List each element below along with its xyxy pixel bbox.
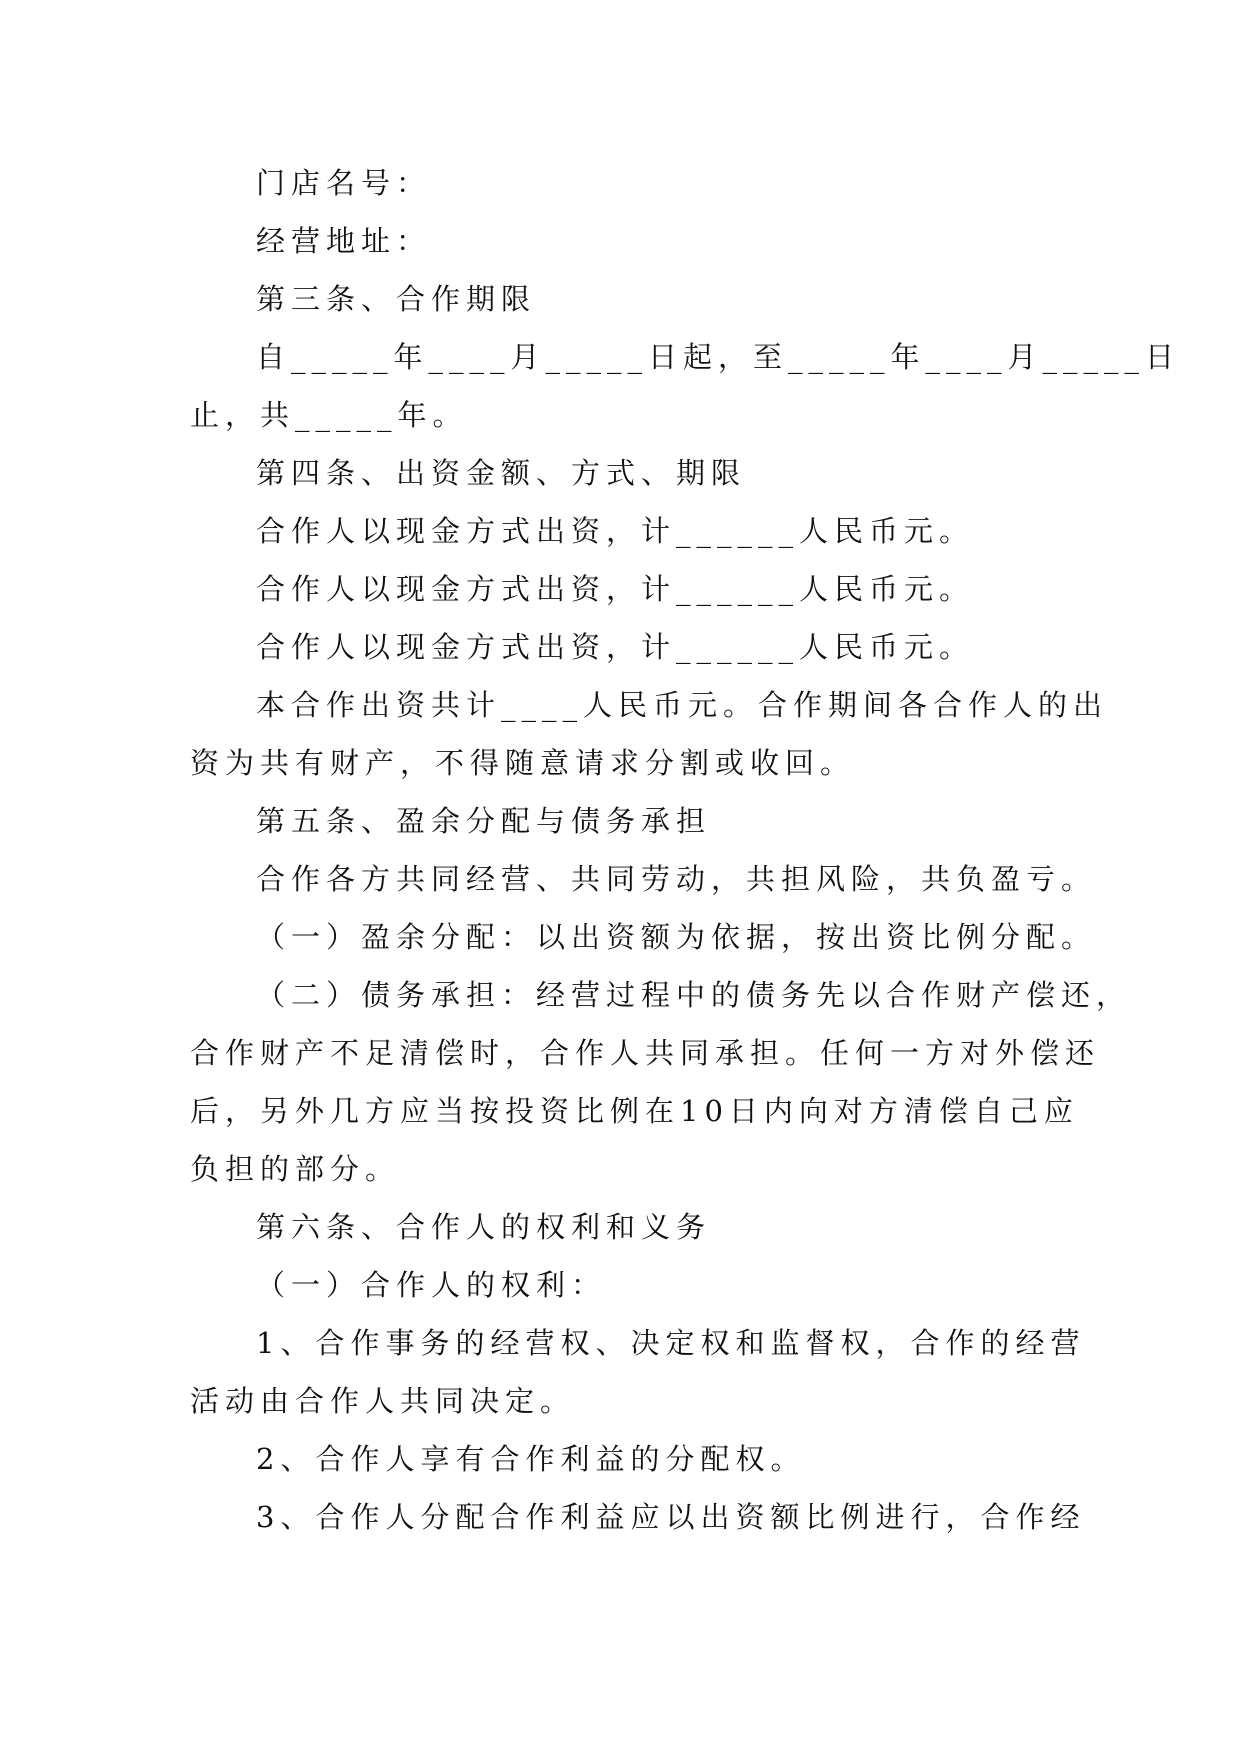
text-line: 合作财产不足清偿时，合作人共同承担。任何一方对外偿还 [190,1036,1101,1070]
text-line: 3、合作人分配合作利益应以出资额比例进行，合作经 [256,1500,1086,1534]
document-body [190,154,1181,1546]
text-line: 门店名号： [256,166,432,200]
text-line: 2、合作人享有合作利益的分配权。 [256,1442,806,1476]
text-line: 后，另外几方应当按投资比例在10日内向对方清偿自己应 [190,1094,1079,1128]
text-line: 合作人以现金方式出资，计______人民币元。 [256,572,975,606]
text-line: 活动由合作人共同决定。 [190,1384,576,1418]
section-heading: 第三条、合作期限 [256,282,537,316]
text-line: （二）债务承担：经营过程中的债务先以合作财产偿还， [256,978,1132,1012]
text-line: 合作人以现金方式出资，计______人民币元。 [256,514,975,548]
text-line: 自_____年____月_____日起，至_____年____月_____日 [256,340,1181,374]
text-line: 合作人以现金方式出资，计______人民币元。 [256,630,975,664]
text-line: 经营地址： [256,224,432,258]
text-line: 合作各方共同经营、共同劳动，共担风险，共负盈亏。 [256,862,1097,896]
text-line: 负担的部分。 [190,1152,401,1186]
text-line: 止，共_____年。 [190,398,468,432]
text-line: （一）盈余分配：以出资额为依据，按出资比例分配。 [256,920,1097,954]
section-heading: 第六条、合作人的权利和义务 [256,1210,712,1244]
text-line: 资为共有财产，不得随意请求分割或收回。 [190,746,856,780]
section-heading: 第五条、盈余分配与债务承担 [256,804,712,838]
text-line: （一）合作人的权利： [256,1268,607,1302]
text-line: 本合作出资共计____人民币元。合作期间各合作人的出 [256,688,1109,722]
section-heading: 第四条、出资金额、方式、期限 [256,456,747,490]
text-line: 1、合作事务的经营权、决定权和监督权，合作的经营 [256,1326,1086,1360]
